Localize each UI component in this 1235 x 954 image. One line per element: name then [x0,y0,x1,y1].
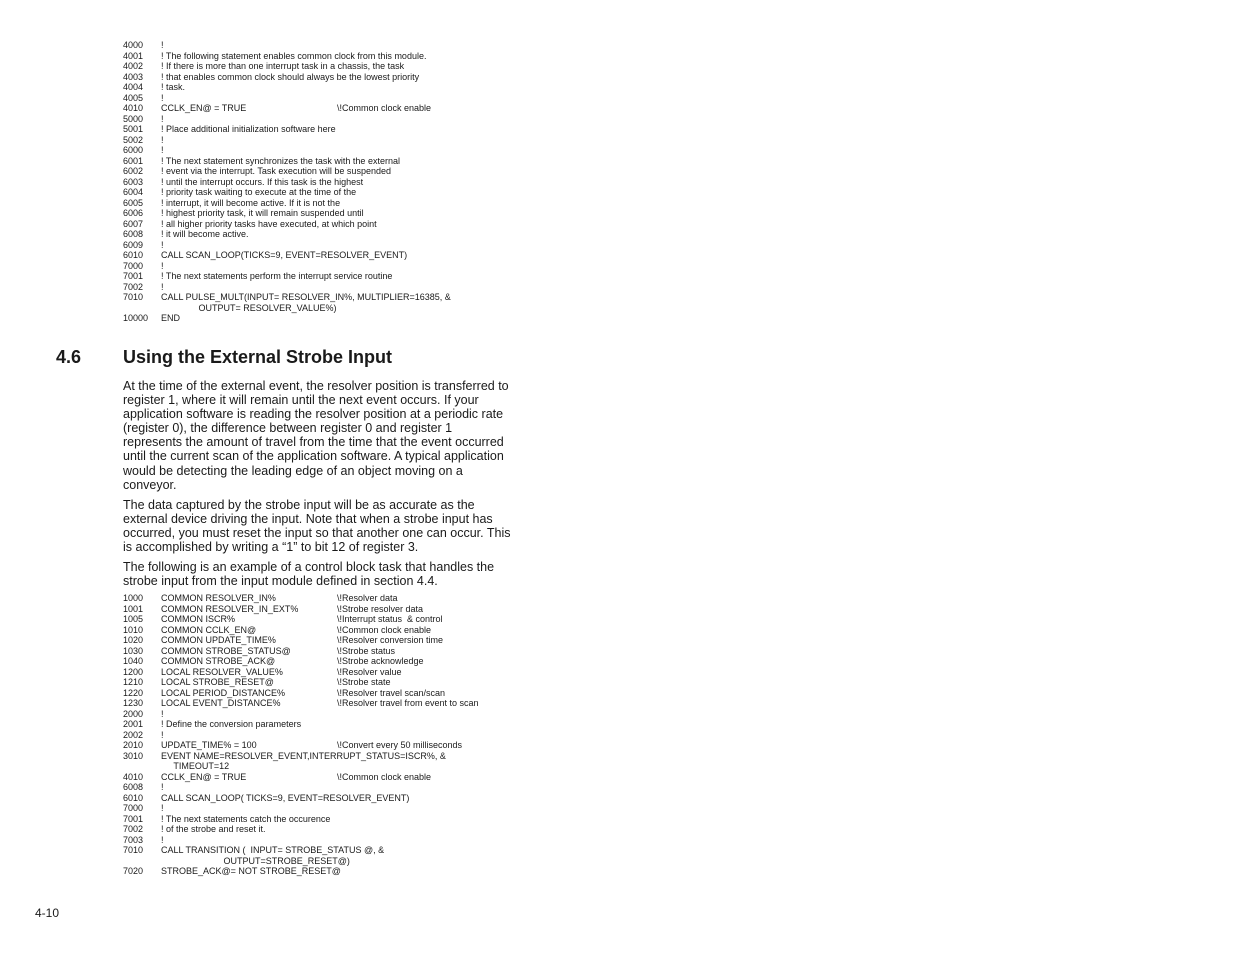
line-number: 1030 [123,645,144,656]
line-number: 6010 [123,250,144,260]
line-number: 1005 [123,614,144,624]
code-comment: \!Resolver conversion time [337,635,444,645]
code-listing-bottom [123,593,479,877]
code-line [123,814,479,825]
code-statement: LOCAL EVENT_DISTANCE% [161,698,281,708]
code-line [123,72,431,83]
code-statement: ! [161,729,164,740]
code-statement: ! [161,281,164,292]
code-comment: \!Strobe acknowledge [337,656,424,666]
code-statement: ! interrupt, it will become active. If it is not the [161,197,341,208]
code-line [123,803,479,814]
line-number: 5001 [123,124,144,134]
line-number: 3010 [123,750,144,761]
code-line [123,271,431,282]
line-number: 7010 [123,292,144,302]
code-comment: \!Common clock enable [337,624,432,635]
code-line [123,782,479,793]
line-number: 10000 [123,313,149,323]
code-statement: ! [161,834,164,845]
code-line [123,593,479,604]
code-statement: ! The following statement enables common clock from this module. [161,50,427,61]
code-statement: ! highest priority task, it will remain suspended until [161,208,364,218]
code-statement: CCLK_EN@ = TRUE [161,771,247,782]
code-line [123,313,431,324]
code-statement: ! [161,113,164,124]
line-number: 1010 [123,624,144,635]
code-line [123,156,431,167]
line-number: 6008 [123,782,144,792]
code-line [123,219,431,230]
code-statement: CALL PULSE_MULT(INPUT= RESOLVER_IN%, MULTIPLIER=16385, & [161,292,451,302]
code-line [123,240,431,251]
paragraph: At the time of the external event, the resolver position is transferred to register 1, where it will remain until the next event occurs. If your application software is reading the resolver position at a periodic rate (register 0), the difference between register 0 and register 1 represents the amount of travel from the time that the event occurred until the current scan of the application software. A typical application would be detecting the leading edge of an object moving on a conveyor. [123,379,509,492]
code-line [123,303,431,314]
code-comment: \!Common clock enable [337,103,432,113]
line-number: 4001 [123,50,144,61]
code-line [123,292,451,303]
code-statement: ! [161,145,164,155]
code-statement: TIMEOUT=12 [161,761,230,771]
line-number: 2010 [123,740,144,750]
code-line [123,135,431,146]
line-number: 1000 [123,593,144,603]
line-number: 7010 [123,845,144,855]
code-line [123,229,431,240]
code-statement: OUTPUT= RESOLVER_VALUE%) [161,302,337,313]
line-number: 1020 [123,635,144,645]
code-line [123,51,431,62]
code-statement: ! it will become active. [161,229,249,239]
code-comment: \!Resolver travel from event to scan [337,698,479,708]
code-statement: COMMON RESOLVER_IN% [161,593,276,603]
line-number: 2002 [123,729,144,740]
code-statement: ! event via the interrupt. Task execution will be suspended [161,166,391,176]
code-listing-top [123,40,451,324]
code-statement: CALL TRANSITION ( INPUT= STROBE_STATUS @, & [161,845,385,855]
code-statement: ! [161,239,164,250]
code-comment: \!Strobe state [337,677,391,687]
line-number [123,856,161,867]
code-line [123,177,431,188]
section-number: 4.6 [56,347,82,367]
line-number: 7000 [123,803,144,813]
code-line [123,698,479,709]
code-line [123,835,479,846]
code-statement: UPDATE_TIME% = 100 [161,740,257,750]
code-comment: \!Strobe status [337,645,396,656]
code-statement: ! [161,40,164,50]
code-statement: EVENT NAME=RESOLVER_EVENT,INTERRUPT_STATUS=ISCR%, & [161,750,446,761]
code-line [123,93,431,104]
code-comment: \!Resolver value [337,666,402,677]
code-line [123,103,431,114]
code-line [123,845,479,856]
line-number: 6007 [123,218,144,229]
code-line [123,187,431,198]
code-statement: CCLK_EN@ = TRUE [161,103,247,113]
body-text [123,379,511,594]
code-statement: ! until the interrupt occurs. If this task is the highest [161,176,364,187]
code-line [123,677,479,688]
code-line [123,856,479,867]
code-statement: ! [161,92,164,103]
code-statement: LOCAL STROBE_RESET@ [161,677,274,687]
section-title: Using the External Strobe Input [123,347,393,367]
code-statement: LOCAL PERIOD_DISTANCE% [161,687,286,698]
line-number: 6008 [123,229,144,239]
code-statement: ! all higher priority tasks have executed, at which point [161,218,377,229]
line-number: 6000 [123,145,144,155]
code-statement: COMMON UPDATE_TIME% [161,635,276,645]
code-comment: \!Convert every 50 milliseconds [337,740,463,750]
code-statement: STROBE_ACK@= NOT STROBE_RESET@ [161,866,341,876]
code-line [123,166,431,177]
code-statement: ! Define the conversion parameters [161,719,302,729]
code-line [123,740,479,751]
code-statement: ! of the strobe and reset it. [161,824,266,834]
line-number: 2001 [123,719,144,729]
code-statement: COMMON ISCR% [161,614,235,624]
line-number: 4010 [123,771,144,782]
code-line [123,208,431,219]
line-number: 6003 [123,176,144,187]
line-number: 5000 [123,113,144,124]
line-number: 4000 [123,40,144,50]
line-number: 7001 [123,271,144,281]
paragraph: The following is an example of a control block task that handles the strobe input from the input module defined in section 4.4. [123,560,495,589]
code-line [123,250,431,261]
code-line [123,824,479,835]
code-statement: ! [161,803,164,813]
code-line [123,635,479,646]
code-statement: ! [161,260,164,271]
code-statement: ! task. [161,82,186,92]
page-number: 4-10 [35,906,60,920]
code-line [123,793,479,804]
code-line [123,719,479,730]
code-statement: END [161,313,181,323]
line-number: 2000 [123,708,144,719]
code-statement: ! priority task waiting to execute at the time of the [161,187,357,197]
line-number: 6001 [123,155,144,166]
line-number [123,303,161,314]
code-line [123,730,479,741]
code-statement: OUTPUT=STROBE_RESET@) [161,855,350,866]
line-number: 7000 [123,260,144,271]
line-number: 4005 [123,92,144,103]
code-comment: \!Strobe resolver data [337,603,424,614]
code-comment: \!Interrupt status & control [337,614,443,624]
line-number: 7001 [123,813,144,824]
line-number: 5002 [123,134,144,145]
code-statement: ! [161,708,164,719]
line-number: 6010 [123,792,144,803]
line-number: 1220 [123,687,144,698]
code-line [123,646,479,657]
code-line [123,667,479,678]
code-statement: LOCAL RESOLVER_VALUE% [161,666,283,677]
code-statement: ! [161,782,164,792]
code-line [123,604,479,615]
line-number: 4010 [123,103,144,113]
code-line [123,145,431,156]
code-line [123,656,479,667]
code-statement: CALL SCAN_LOOP(TICKS=9, EVENT=RESOLVER_EVENT) [161,250,408,260]
code-comment: \!Resolver data [337,593,398,603]
code-line [123,40,431,51]
line-number: 6009 [123,239,144,250]
code-statement: COMMON RESOLVER_IN_EXT% [161,603,299,614]
code-statement: ! The next statement synchronizes the task with the external [161,155,400,166]
line-number: 7003 [123,834,144,845]
code-line [123,761,479,772]
line-number: 6006 [123,208,144,218]
line-number [123,761,161,772]
line-number: 4004 [123,82,144,92]
code-statement: ! that enables common clock should always be the lowest priority [161,71,420,82]
line-number: 7002 [123,281,144,292]
line-number: 6002 [123,166,144,176]
code-statement: COMMON CCLK_EN@ [161,624,257,635]
code-comment: \!Common clock enable [337,771,432,782]
line-number: 4003 [123,71,144,82]
line-number: 6005 [123,197,144,208]
code-statement: ! If there is more than one interrupt task in a chassis, the task [161,61,405,71]
code-line [123,124,431,135]
line-number: 4002 [123,61,144,71]
code-line [123,198,431,209]
line-number: 7002 [123,824,144,834]
code-comment: \!Resolver travel scan/scan [337,687,446,698]
code-statement: COMMON STROBE_STATUS@ [161,645,291,656]
line-number: 1230 [123,698,144,708]
code-statement: ! The next statements perform the interrupt service routine [161,271,393,281]
code-statement: ! The next statements catch the occurence [161,813,331,824]
code-line [123,751,479,762]
code-statement: CALL SCAN_LOOP( TICKS=9, EVENT=RESOLVER_EVENT) [161,792,410,803]
code-line [123,82,431,93]
line-number: 1210 [123,677,144,687]
code-statement: ! Place additional initialization software here [161,124,336,134]
code-line [123,261,431,272]
code-line [123,625,479,636]
code-statement: ! [161,134,164,145]
code-line [123,866,479,877]
code-line [123,772,479,783]
code-line [123,114,431,125]
line-number: 7020 [123,866,144,876]
code-line [123,614,479,625]
code-line [123,282,431,293]
line-number: 1040 [123,656,144,666]
code-statement: COMMON STROBE_ACK@ [161,656,276,666]
line-number: 1001 [123,603,144,614]
line-number: 6004 [123,187,144,197]
code-line [123,709,479,720]
paragraph: The data captured by the strobe input will be as accurate as the external device driving the input. Note that when a strobe input has occurred, you must reset the input so that another one can occur. This is accomplished by writing a “1” to bit 12 of register 3. [123,497,511,555]
line-number: 1200 [123,666,144,677]
code-line [123,688,479,699]
code-line [123,61,431,72]
